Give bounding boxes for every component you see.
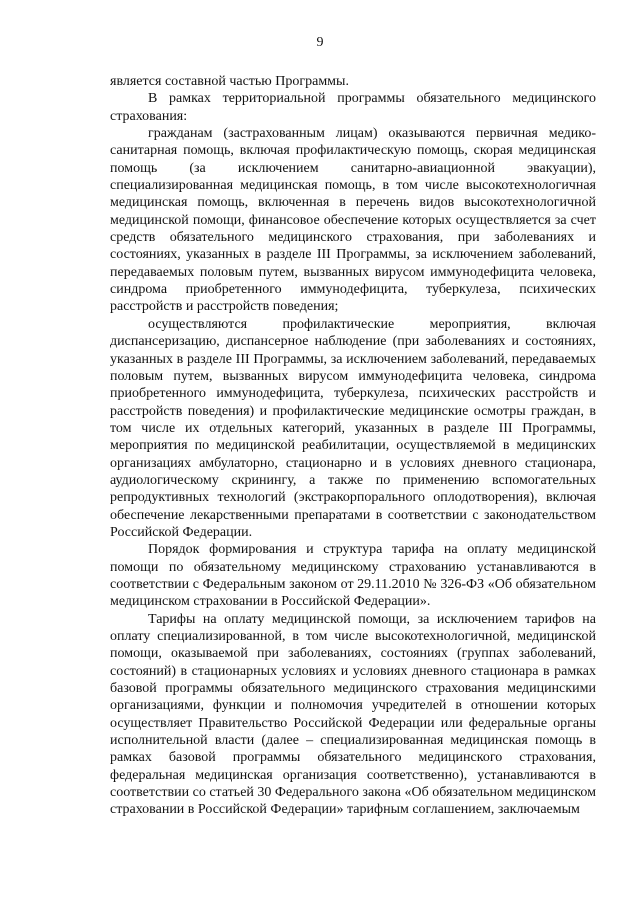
paragraph-tariff-structure: Порядок формирования и структура тарифа на оплату медицинской помощи по обязательному медицинскому страхованию устанавливаются в соответствии с Федеральным законом от 29.11.2010 № 326-ФЗ «Об обязательном медицинском страховании в Российской Федерации». [110, 542, 596, 610]
paragraph-citizens-care: гражданам (застрахованным лицам) оказываются первичная медико-санитарная помощь, включая профилактическую помощь, скорая медицинская помощь (за исключением санитарно-авиационной эвакуации), специализированная медицинская помощь, в том числе высокотехнологичная медицинская помощь, включенная в перечень видов высокотехнологичной медицинской помощи, финансовое обеспечение которых осуществляется за счет средств обязательного медицинского страхования, при заболеваниях и состояниях, указанных в разделе III Программы, за исключением заболеваний, передаваемых половым путем, вызванных вирусом иммунодефицита человека, синдрома приобретенного иммунодефицита, туберкулеза, психических расстройств и расстройств поведения; [110, 126, 596, 315]
document-body [110, 73, 596, 819]
paragraph-oms-intro: В рамках территориальной программы обязательного медицинского страхования: [110, 91, 596, 124]
paragraph-preventive-measures: осуществляются профилактические мероприятия, включая диспансеризацию, диспансерное наблюдение (при заболеваниях и состояниях, указанных в разделе III Программы, за исключением заболеваний, передаваемых половым путем, вызванных вирусом иммунодефицита человека, синдрома приобретенного иммунодефицита, туберкулеза, психических расстройств и расстройств поведения) и профилактические медицинские осмотры граждан, в том числе их отдельных категорий, указанных в разделе III Программы, мероприятия по медицинской реабилитации, осуществляемой в медицинских организациях амбулаторно, стационарно и в условиях дневного стационара, аудиологическому скринингу, а также по применению вспомогательных репродуктивных технологий (экстракорпорального оплодотворения), включая обеспечение лекарственными препаратами в соответствии с законодательством Российской Федерации. [110, 316, 596, 540]
paragraph-continuation: является составной частью Программы. [110, 74, 349, 89]
page-number: 9 [316, 35, 324, 50]
paragraph-tariffs: Тарифы на оплату медицинской помощи, за исключением тарифов на оплату специализированной, в том числе высокотехнологичной, медицинской помощи, оказываемой при заболеваниях, состояниях (группах заболеваний, состояний) в стационарных условиях и условиях дневного стационара в рамках базовой программы обязательного медицинского страхования медицинскими организациями, функции и полномочия учредителей в отношении которых осуществляет Правительство Российской Федерации или федеральные органы исполнительной власти (далее – специализированная медицинская помощь в рамках базовой программы обязательного медицинского страхования, федеральная медицинская организация соответственно), устанавливаются в соответствии со статьей 30 Федерального закона «Об обязательном медицинском страховании в Российской Федерации» тарифным соглашением, заключаемым [110, 611, 596, 818]
